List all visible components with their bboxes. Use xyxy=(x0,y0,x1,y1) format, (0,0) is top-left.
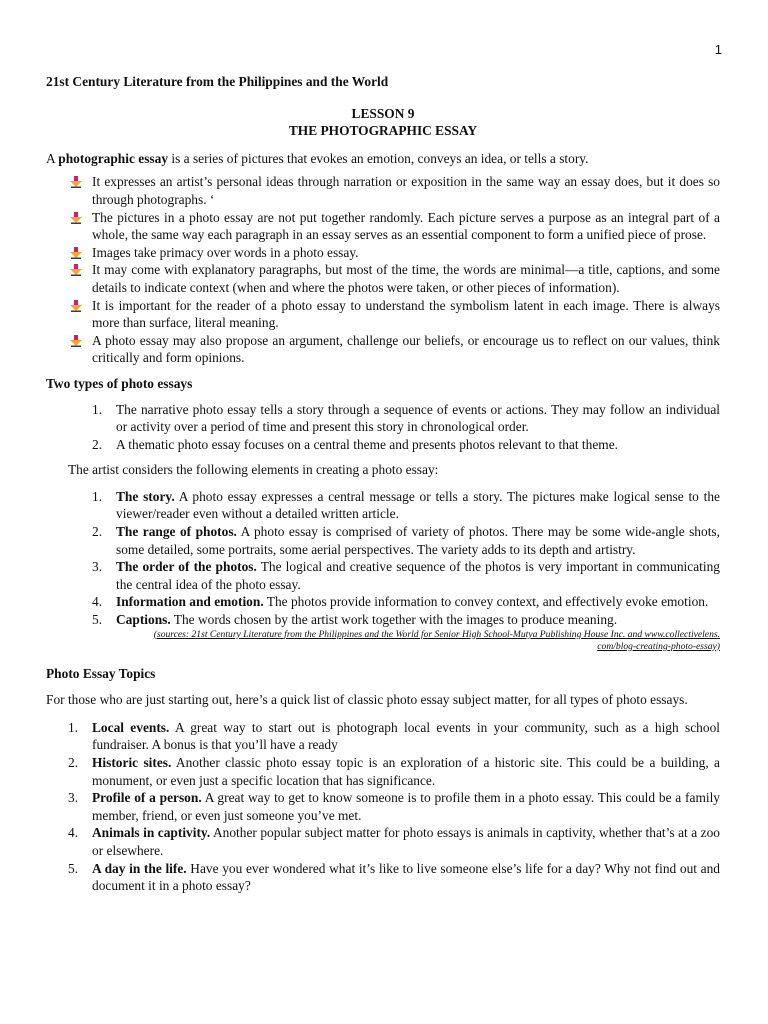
bullet-text: Images take primacy over words in a photo essay. xyxy=(92,244,359,260)
item-term: The range of photos. xyxy=(116,524,237,540)
list-item xyxy=(46,824,720,859)
sources-line-2: com/blog-creating-photo-essay) xyxy=(597,640,720,652)
item-term: The story. xyxy=(116,488,175,504)
list-item xyxy=(46,789,720,824)
item-text: Another popular subject matter for photo essays is animals in captivity, whether that’s at a zoo or elsewhere. xyxy=(92,825,720,858)
types-list xyxy=(46,401,720,454)
item-number: 2. xyxy=(92,524,103,540)
list-item xyxy=(46,332,720,367)
list-item xyxy=(46,173,720,208)
intro-rest: is a series of pictures that evokes an emotion, conveys an idea, or tells a story. xyxy=(168,150,589,166)
characteristics-list xyxy=(46,173,720,367)
item-number: 3. xyxy=(68,790,79,806)
item-term: Local events. xyxy=(92,719,170,735)
list-item xyxy=(46,754,720,789)
topics-list xyxy=(46,719,720,895)
item-term: Profile of a person. xyxy=(92,790,202,806)
list-item xyxy=(46,297,720,332)
document-body xyxy=(46,73,720,895)
lesson-title: THE PHOTOGRAPHIC ESSAY xyxy=(288,123,478,139)
arrow-down-icon xyxy=(70,335,82,347)
bullet-text: It is important for the reader of a photo essay to understand the symbolism latent in each image. There is always more than surface, literal meaning. xyxy=(92,297,720,331)
arrow-down-icon xyxy=(70,176,82,188)
topics-intro: For those who are just starting out, here’s a quick list of classic photo essay subject matter, for all types of photo essays. xyxy=(46,692,688,708)
intro-paragraph xyxy=(46,150,720,168)
item-text: Have you ever wondered what it’s like to live someone else’s life for a day? Why not find out and document it in a photo essay? xyxy=(92,860,721,894)
item-number: 1. xyxy=(68,719,79,735)
item-text: A photo essay is comprised of variety of photos. There may be some wide-angle shots, some detailed, some portraits, some aerial perspectives. The variety adds to its depth and artistry. xyxy=(116,524,720,557)
item-number: 3. xyxy=(92,559,103,575)
item-number: 2. xyxy=(68,755,79,770)
list-item xyxy=(46,261,720,296)
elements-intro: The artist considers the following elements in creating a photo essay: xyxy=(68,462,439,478)
item-text: A thematic photo essay focuses on a central theme and presents photos relevant to that theme. xyxy=(116,436,618,452)
list-item xyxy=(46,436,720,454)
intro-term: photographic essay xyxy=(58,150,169,166)
item-number: 2. xyxy=(92,436,103,452)
list-item xyxy=(46,719,720,754)
arrow-down-icon xyxy=(70,212,82,224)
list-item xyxy=(46,488,720,523)
item-number: 5. xyxy=(68,860,79,876)
item-term: A day in the life. xyxy=(92,860,187,876)
bullet-text: The pictures in a photo essay are not put together randomly. Each picture serves a purpose as an integral part of a whole, the same way each paragraph in an essay serves as an essential component to form a unified piece of prose. xyxy=(92,209,720,243)
topics-heading: Photo Essay Topics xyxy=(46,665,156,681)
list-item xyxy=(46,523,720,558)
item-number: 4. xyxy=(92,594,103,610)
arrow-down-icon xyxy=(70,247,82,259)
list-item xyxy=(46,593,720,611)
item-term: Captions. xyxy=(116,612,171,628)
item-text: The words chosen by the artist work together with the images to produce meaning. xyxy=(170,612,618,628)
item-number: 1. xyxy=(92,488,103,504)
bullet-text: It may come with explanatory paragraphs, but most of the time, the words are minimal—a title, captions, and some details to indicate context (when and where the photos were taken, or other pieces of information). xyxy=(92,262,720,295)
sources-citation xyxy=(46,629,720,653)
types-heading: Two types of photo essays xyxy=(46,375,193,391)
lesson-number: LESSON 9 xyxy=(351,105,415,121)
item-term: The order of the photos. xyxy=(116,559,257,575)
item-text: A photo essay expresses a central message or tells a story. The pictures make logical sense to the viewer/reader even without a detailed written article. xyxy=(116,488,720,522)
bullet-text: It expresses an artist’s personal ideas through narration or exposition in the same way an essay does, but it does so through photographs. ‘ xyxy=(92,174,720,207)
item-text: Another classic photo essay topic is an exploration of a historic site. This could be a building, a monument, or even just a specific location that has significance. xyxy=(92,755,720,788)
item-text: A great way to get to know someone is to profile them in a photo essay. This could be a family member, friend, or even just someone you’ve met. xyxy=(92,790,720,823)
list-item xyxy=(46,860,720,895)
item-term: Historic sites. xyxy=(92,755,172,770)
list-item xyxy=(46,401,720,436)
item-text: The narrative photo essay tells a story through a sequence of events or actions. They may follow an individual or activity over a period of time and present this story in chronological order. xyxy=(116,401,720,435)
elements-list xyxy=(46,488,720,629)
item-term: Information and emotion. xyxy=(116,594,264,610)
document-title: 21st Century Literature from the Philippines and the World xyxy=(46,74,389,89)
list-item xyxy=(46,209,720,244)
item-text: The logical and creative sequence of the photos is very important in communicating the central idea of the photo essay. xyxy=(116,559,720,592)
item-term: Animals in captivity. xyxy=(92,825,211,841)
bullet-text: A photo essay may also propose an argument, challenge our beliefs, or encourage us to reflect on our values, think critically and form opinions. xyxy=(92,332,720,366)
list-item xyxy=(46,244,720,262)
item-number: 1. xyxy=(92,401,103,417)
list-item xyxy=(46,558,720,593)
item-text: The photos provide information to convey context, and effectively evoke emotion. xyxy=(263,594,709,610)
arrow-down-icon xyxy=(70,300,82,312)
list-item xyxy=(46,611,720,629)
item-text: A great way to start out is photograph local events in your community, such as a high school fundraiser. A bonus is that you’ll have a ready xyxy=(92,719,720,753)
page-number: 1 xyxy=(714,42,722,57)
item-number: 4. xyxy=(68,825,79,841)
item-number: 5. xyxy=(92,612,103,628)
intro-prefix: A xyxy=(46,150,59,166)
sources-line-1: (sources: 21st Century Literature from the Philippines and the World for Senior High School-Mutya Publishing House Inc. and www.collectivelens. xyxy=(153,628,720,640)
arrow-down-icon xyxy=(70,264,82,276)
